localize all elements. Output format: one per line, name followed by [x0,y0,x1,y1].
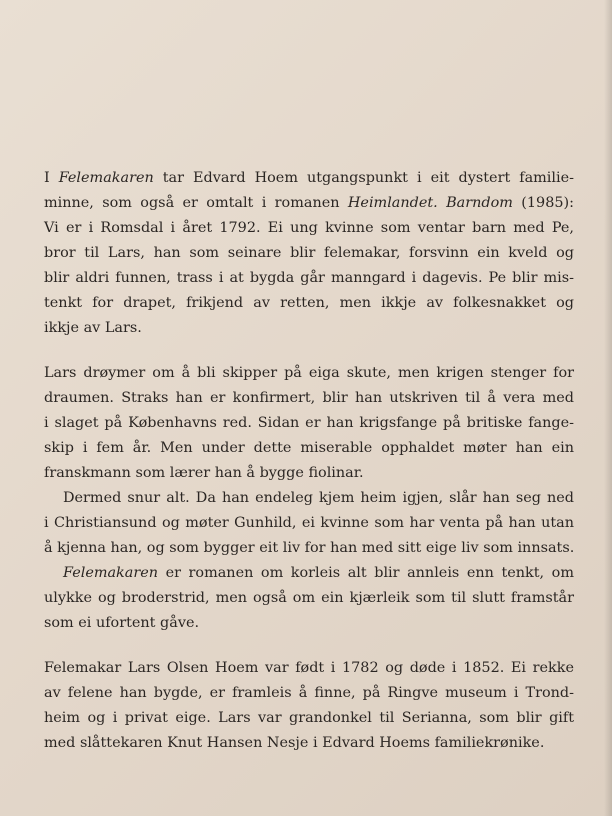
text-line: draumen. Straks han er konfirmert, blir han utskriven til å vera med [44,390,574,406]
text-line: med slåttekaren Knut Hansen Nesje i Edvard Hoems familiekrønike. [44,735,545,751]
paragraph-history [44,656,574,756]
text-fragment: tar Edvard Hoem utgangspunkt i eit dystert familie- [153,170,574,186]
text-line: Felemakar Lars Olsen Hoem var født i 1782 og døde i 1852. Ei rekke [44,660,574,676]
text-line: heim og i privat eige. Lars var grandonkel til Serianna, som blir gift [44,710,574,726]
text-line: ulykke og broderstrid, men også om ein kjærleik som til slutt framstår [44,590,574,606]
text-line [44,561,574,586]
text-fragment: I [44,170,59,186]
text-fragment: (1985): [512,195,574,211]
text-line: ikkje av Lars. [44,320,142,336]
text-fragment: er romanen om korleis alt blir annleis enn tenkt, om [158,565,574,581]
text-line: skip i fem år. Men under dette miserable opphaldet møter han ein [44,440,574,456]
text-line [44,191,574,216]
paragraph-war [44,361,574,486]
text-line: i Christiansund og møter Gunhild, ei kvinne som har venta på han utan [44,515,574,531]
paragraph-intro [44,166,574,341]
book-title: Felemakaren [63,565,159,581]
text-fragment: Dermed snur alt. Da han endeleg kjem heim igjen, slår han seg ned [63,490,574,506]
text-line: franskmann som lærer han å bygge fiolinar. [44,465,364,481]
back-cover-text [44,166,574,756]
text-line: å kjenna han, og som bygger eit liv for han med sitt eige liv som innsats. [44,540,575,556]
page-edge-shadow [604,0,612,816]
text-fragment: minne, som også er omtalt i romanen [44,195,348,211]
text-line: Lars drøymer om å bli skipper på eiga skute, men krigen stenger for [44,365,574,381]
text-line: av felene han bygde, er framleis å finne, på Ringve museum i Trond- [44,685,574,701]
paragraph-return [44,486,574,561]
text-line: blir aldri funnen, trass i at bygda går manngard i dagevis. Pe blir mis- [44,270,574,286]
text-line: tenkt for drapet, frikjend av retten, men ikkje av folkesnakket og [44,295,574,311]
text-line [44,166,574,191]
text-line [44,486,574,511]
text-line: Vi er i Romsdal i året 1792. Ei ung kvinne som ventar barn med Pe, [44,220,574,236]
text-line: som ei ufortent gåve. [44,615,200,631]
text-line: i slaget på Københavns red. Sidan er han krigsfange på britiske fange- [44,415,574,431]
paragraph-theme [44,561,574,636]
text-line: bror til Lars, han som seinare blir felemakar, forsvinn ein kveld og [44,245,574,261]
book-title: Felemakaren [58,170,154,186]
book-title: Heimlandet. Barndom [347,195,513,211]
